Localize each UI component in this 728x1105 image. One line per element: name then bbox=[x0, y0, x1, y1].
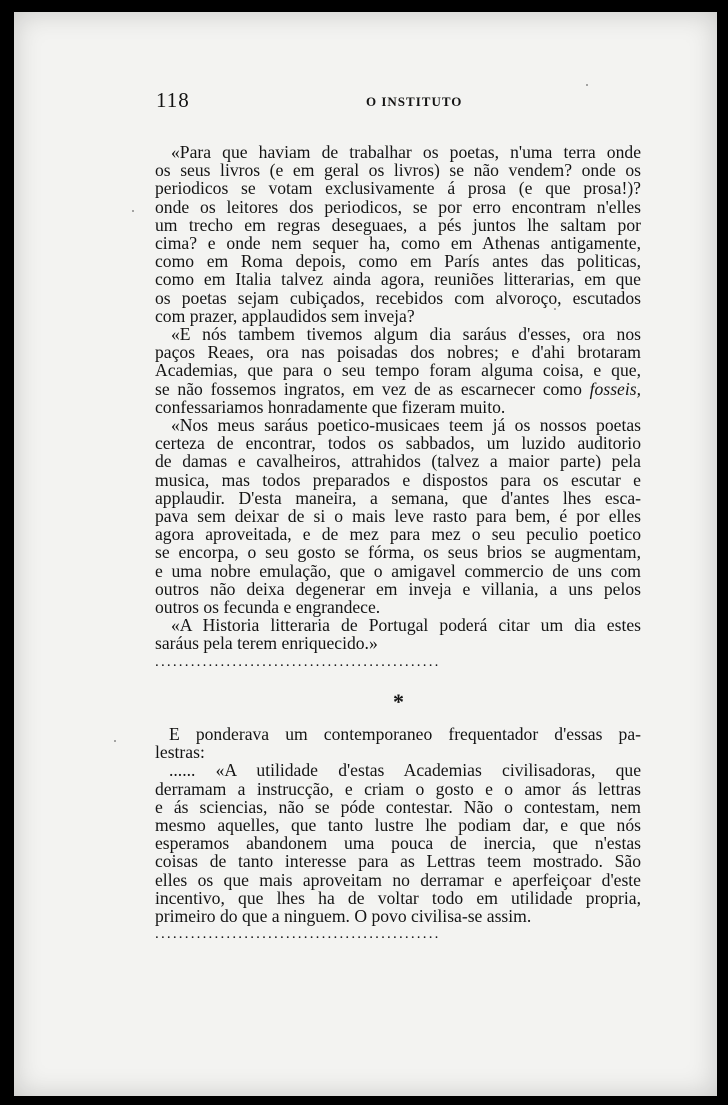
text-line: um trecho em regras deseguaes, a pés juntos lhe saltam por bbox=[155, 214, 641, 235]
page-number: 118 bbox=[156, 88, 190, 112]
text-line: primeiro do que a ninguem. O povo civilisa-se assim. bbox=[155, 906, 532, 927]
page-header bbox=[156, 88, 626, 118]
text-line: «A Historia litteraria de Portugal poderá citar um dia estes bbox=[171, 615, 641, 636]
text-line: esperamos abandonem uma pouca de inercia, que n'estas bbox=[155, 833, 641, 854]
text-line: certeza de encontrar, todos os sabbados, um luzido auditorio bbox=[155, 433, 641, 454]
text-line: confessariamos honradamente que fizeram muito. bbox=[155, 396, 506, 417]
text-line: «Para que haviam de trabalhar os poetas, n'uma terra onde bbox=[171, 142, 641, 162]
text-line: Academias, que para o seu tempo foram alguma coisa, e que, bbox=[155, 360, 641, 381]
text-line: applaudir. D'esta maneira, a semana, que d'antes lhes esca- bbox=[155, 487, 641, 508]
text-line: como em Italia talvez ainda agora, reuniões litterarias, em que bbox=[155, 269, 641, 290]
text-line: lestras: bbox=[155, 742, 205, 763]
text-line: onde os leitores dos periodicos, se por erro encontram n'elles bbox=[155, 196, 641, 217]
text-line: outros não deixa degenerar em inveja e villania, a uns pelos bbox=[155, 578, 641, 599]
print-speck bbox=[586, 84, 588, 86]
book-page bbox=[14, 12, 717, 1096]
text-line: com prazer, applaudidos sem inveja? bbox=[155, 305, 415, 326]
text-line: elles os que mais aproveitam no derramar e aperfeiçoar d'este bbox=[155, 869, 641, 890]
italic-word: fosseis, bbox=[589, 378, 641, 399]
text-line: agora aproveitada, e de mez para mez o seu peculio poetico bbox=[155, 524, 641, 545]
text-line: se encorpa, o seu gosto se fórma, os seus brios se augmentam, bbox=[155, 542, 641, 563]
text-line: se não fossemos ingratos, em vez de as escarnecer como bbox=[155, 378, 582, 399]
text-line: e ás sciencias, não se póde contestar. Não o contestam, nem bbox=[155, 796, 641, 817]
text-line: «Nos meus saráus poetico-musicaes teem já os nossos poetas bbox=[171, 415, 641, 436]
text-line: outros os fecunda e engrandece. bbox=[155, 597, 381, 618]
running-title: O INSTITUTO bbox=[366, 94, 463, 109]
text-line: periodicos se votam exclusivamente á prosa (e que prosa!)? bbox=[155, 178, 641, 199]
dotted-separator: ................................................ bbox=[155, 926, 441, 943]
text-line-with-italic bbox=[155, 380, 641, 398]
dotted-separator: ................................................ bbox=[155, 653, 441, 670]
print-speck bbox=[132, 210, 134, 212]
text-line: incentivo, que lhes ha de voltar todo em utilidade propria, bbox=[155, 887, 641, 908]
section-asterisk: * bbox=[393, 689, 404, 714]
text-line: os poetas sejam cubiçados, recebidos com alvoroço, escutados bbox=[155, 287, 641, 308]
text-line: coisas de tanto interesse para as Lettras teem mostrado. São bbox=[155, 851, 641, 872]
text-line: e uma nobre emulação, que o amigavel commercio de uns com bbox=[155, 560, 641, 581]
text-line: pava sem deixar de si o mais leve rasto para bem, é por elles bbox=[155, 506, 641, 527]
text-line: derramam a instrucção, e criam o gosto e o amor ás lettras bbox=[155, 778, 641, 799]
print-speck bbox=[114, 740, 116, 742]
text-line: musica, mas todos preparados e dispostos para os escutar e bbox=[155, 469, 641, 490]
quoted-passage bbox=[155, 143, 641, 671]
second-passage bbox=[155, 725, 641, 943]
text-line: os seus livros (e em geral os livros) se não vendem? onde os bbox=[155, 160, 641, 181]
text-line: cima? e onde nem sequer ha, como em Athenas antigamente, bbox=[155, 233, 641, 254]
text-line: de damas e cavalheiros, attrahidos (talvez a maior parte) pela bbox=[155, 451, 641, 472]
text-line: paços Reaes, ora nas poisadas dos nobres; e d'ahi brotaram bbox=[155, 342, 641, 363]
text-line: «E nós tambem tivemos algum dia saráus d'esses, ora nos bbox=[171, 324, 641, 345]
text-line: como em Roma depois, como em París antes das politicas, bbox=[155, 251, 641, 272]
text-line: ...... «A utilidade d'estas Academias civilisadoras, que bbox=[169, 760, 641, 781]
text-line: E ponderava um contemporaneo frequentador d'essas pa- bbox=[169, 724, 641, 744]
print-speck bbox=[554, 308, 556, 310]
text-line: saráus pela terem enriquecido.» bbox=[155, 633, 378, 654]
text-line: mesmo aquelles, que tanto lustre lhe podiam dar, e que nós bbox=[155, 815, 641, 836]
